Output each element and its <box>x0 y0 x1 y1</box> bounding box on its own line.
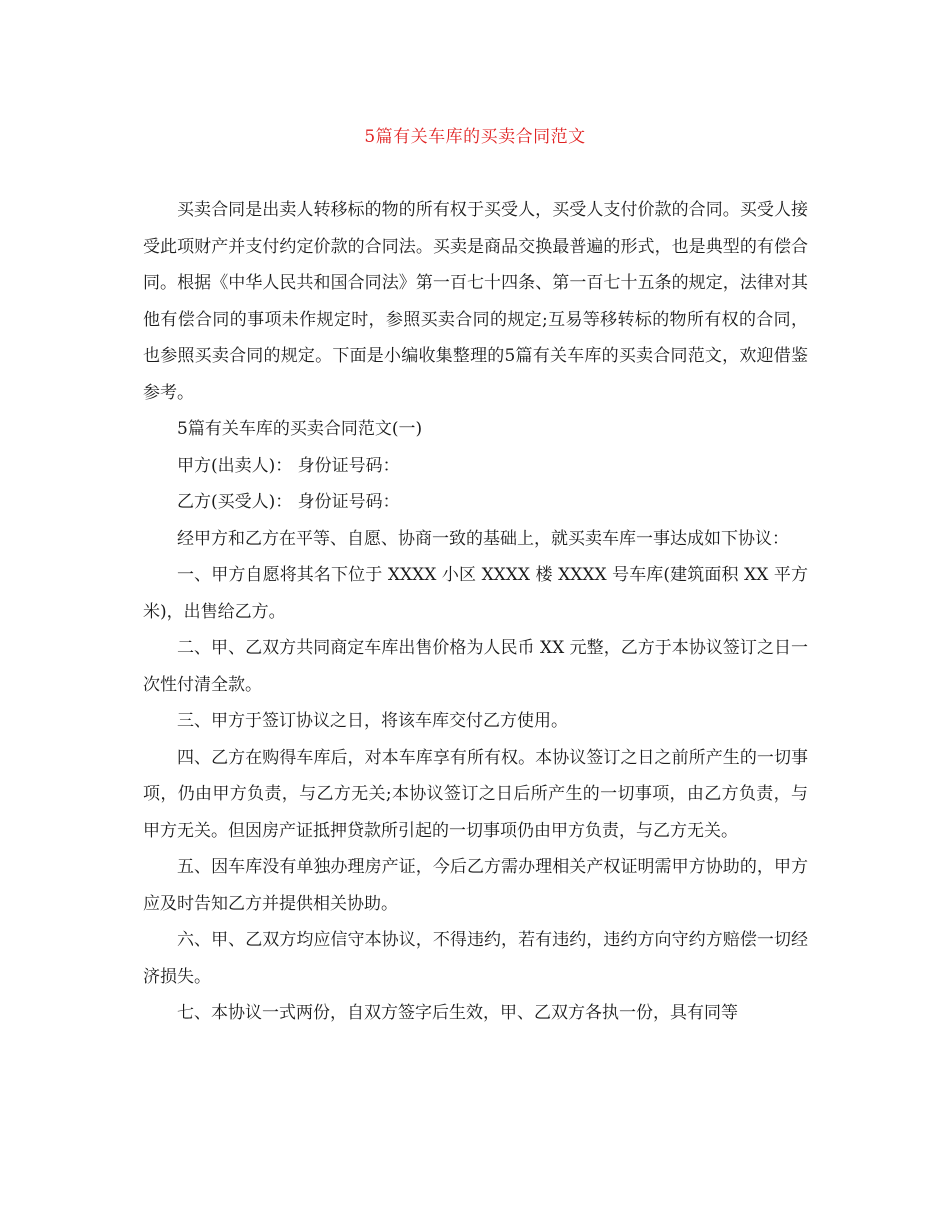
party-b-line: 乙方(买受人)： 身份证号码： <box>177 492 400 512</box>
document-body <box>143 192 808 1032</box>
document-title: 5篇有关车库的买卖合同范文 <box>364 127 586 147</box>
clause-2: 二、甲、乙双方共同商定车库出售价格为人民币 XX 元整，乙方于本协议签订之日一次性付清全款。 <box>143 638 808 695</box>
clause-7: 七、本协议一式两份，自双方签字后生效，甲、乙双方各执一份，具有同等 <box>177 1003 738 1023</box>
section-heading: 5篇有关车库的买卖合同范文(一) <box>177 419 423 439</box>
clause-3: 三、甲方于签订协议之日，将该车库交付乙方使用。 <box>177 711 568 731</box>
clause-4: 四、乙方在购得车库后，对本车库享有所有权。本协议签订之日之前所产生的一切事项，仍由甲方负责，与乙方无关;本协议签订之日后所产生的一切事项，由乙方负责，与甲方无关。但因房产证抵押贷款所引起的一切事项仍由甲方负责，与乙方无关。 <box>143 747 808 841</box>
agreement-preamble: 经甲方和乙方在平等、自愿、协商一致的基础上，就买卖车库一事达成如下协议： <box>177 528 789 549</box>
party-a-line: 甲方(出卖人)： 身份证号码： <box>177 455 400 476</box>
intro-paragraph: 买卖合同是出卖人转移标的物的所有权于买受人，买受人支付价款的合同。买受人接受此项财产并支付约定价款的合同法。买卖是商品交换最普遍的形式，也是典型的有偿合同。根据《中华人民共和国合同法》第一百七十四条、第一百七十五条的规定，法律对其他有偿合同的事项未作规定时，参照买卖合同的规定;互易等移转标的物所有权的合同，也参照买卖合同的规定。下面是小编收集整理的5篇有关车库的买卖合同范文，欢迎借鉴参考。 <box>143 200 808 403</box>
clause-6: 六、甲、乙双方均应信守本协议，不得违约，若有违约，违约方向守约方赔偿一切经济损失。 <box>143 930 808 987</box>
clause-1: 一、甲方自愿将其名下位于 XXXX 小区 XXXX 楼 XXXX 号车库(建筑面积 XX 平方米)，出售给乙方。 <box>143 565 808 622</box>
clause-5: 五、因车库没有单独办理房产证，今后乙方需办理相关产权证明需甲方协助的，甲方应及时告知乙方并提供相关协助。 <box>143 857 808 914</box>
